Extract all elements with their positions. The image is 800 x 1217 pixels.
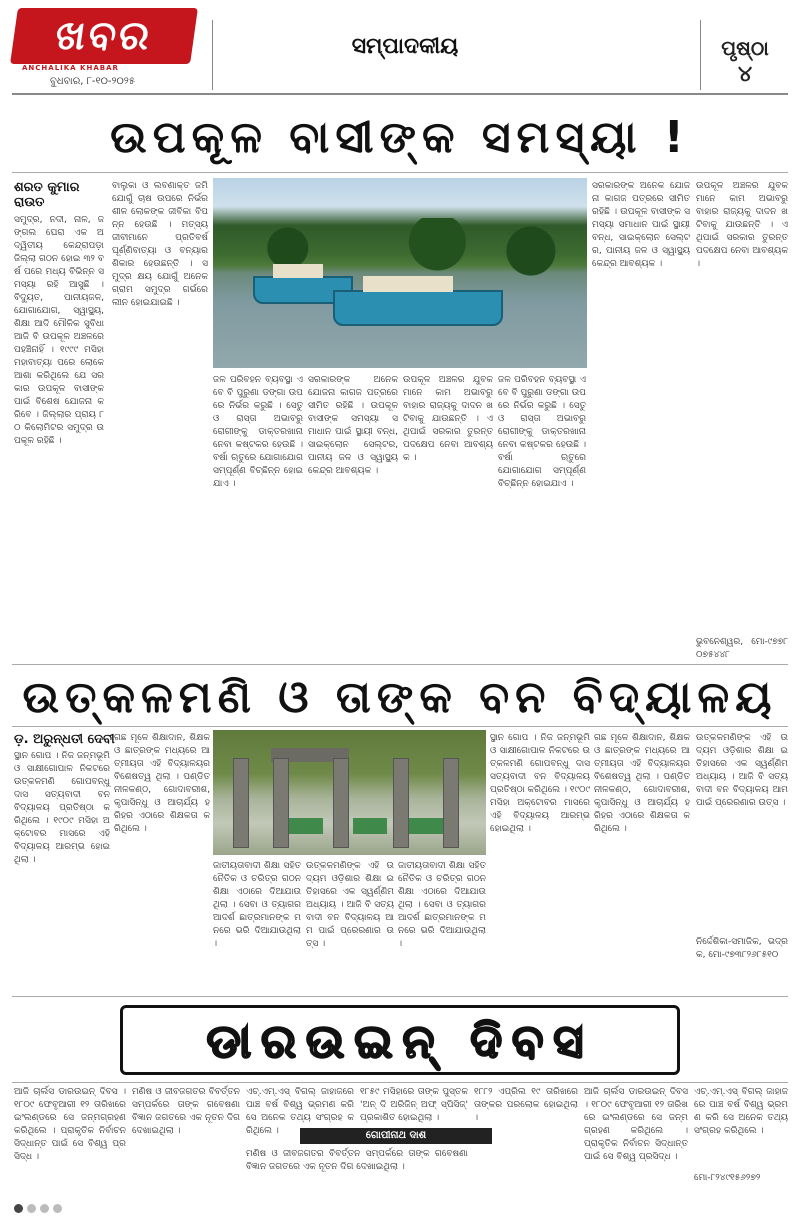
article2-column: ଗଛ ମୂଳେ ଶିକ୍ଷାଦାନ, ଶିକ୍ଷକ ଓ ଛାତ୍ରଙ୍କ ମଧ୍ୟରେ ଆତ୍ମୀୟତା ଏହି ବିଦ୍ୟାଳୟର ବିଶେଷତ୍ୱ ଥିଲା । ପଣ୍ଡିତ ନୀଳକଣ୍ଠ, ଗୋଦାବରୀଶ, କୃପାସିନ୍ଧୁ ଓ ଆଚାର୍ଯ୍ୟ ହରିହର ଏଠାରେ ଶିକ୍ଷକତା କରିଥିଲେ । xyxy=(114,733,210,834)
pager-dot[interactable] xyxy=(40,1204,49,1213)
pager-dot[interactable] xyxy=(14,1204,23,1213)
gate-pillar xyxy=(393,758,409,848)
article3-column: ଏଚ୍.ଏମ୍.ଏସ୍ ବିଗଲ୍ ଜାହାଜରେ ପାଞ୍ଚ ବର୍ଷ ବିଶ୍ୱ ଭ୍ରମଣ କରି ସେ ଅନେକ ତଥ୍ୟ ସଂଗ୍ରହ କରିଥିଲେ । xyxy=(694,1087,788,1136)
article3-column: ଆଜି ଚାର୍ଲସ ଡାରଉଇନ୍ ଦିବସ । ୧୮୦୯ ଫେବୃଆରୀ ୧୨ ତାରିଖରେ ଇଂଲଣ୍ଡରେ ସେ ଜନ୍ମଗ୍ରହଣ କରିଥିଲେ । ପ୍ରାକୃତିକ ନିର୍ବାଚନ ସିଦ୍ଧାନ୍ତ ପାଇଁ ସେ ବିଶ୍ୱ ପ୍ରସିଦ୍ଧ । xyxy=(584,1087,688,1162)
article3-author: ଗୋପୀନାଥ ଦାଶ xyxy=(300,1128,492,1144)
article3-footer: ମୋ-୮୨୪୯୧୫୬୨୭୨ xyxy=(694,1173,761,1183)
article3-column: ମଣିଷ ଓ ଜୀବଜଗତର ବିବର୍ତ୍ତନ ସମ୍ପର୍କରେ ତାଙ୍କ ଗବେଷଣା ବିଜ୍ଞାନ ଜଗତରେ ଏକ ନୂତନ ଦିଗ ଦେଖାଇଥିଲା । xyxy=(132,1087,240,1136)
section-title: ସମ୍ପାଦକୀୟ xyxy=(351,34,459,59)
article3-column: ମଣିଷ ଓ ଜୀବଜଗତର ବିବର୍ତ୍ତନ ସମ୍ପର୍କରେ ତାଙ୍କ ଗବେଷଣା ବିଜ୍ଞାନ ଜଗତରେ ଏକ ନୂତନ ଦିଗ ଦେଖାଇଥିଲା । xyxy=(246,1149,468,1172)
article2-column: ସ୍ଥାନ ଗୋପ । ନିଜ ଜନ୍ମଭୂମି ଓ ସାକ୍ଷୀଗୋପାଳ ନିକଟରେ ଉତ୍କଳମଣି ଗୋପବନ୍ଧୁ ଦାସ ସତ୍ୟବାଦୀ ବନ ବିଦ୍ୟାଳୟ ପ୍ରତିଷ୍ଠା କରିଥିଲେ । ୧୯୦୯ ମସିହା ଅକ୍ଟୋବର ମାସରେ ଏହି ବିଦ୍ୟାଳୟ ଆରମ୍ଭ ହୋଇଥିଲା । xyxy=(14,751,110,865)
name-board xyxy=(353,818,387,834)
article1-column: ଉପକୂଳ ଅଞ୍ଚଳର ଯୁବକମାନେ କାମ ଅଭାବରୁ ବାହାର ରାଜ୍ୟକୁ ଦାଦନ ଖଟିବାକୁ ଯାଉଛନ୍ତି । ଏଥିପାଇଁ ସରକାର ତୁରନ୍ତ ପଦକ୍ଷେପ ନେବା ଆବଶ୍ୟକ । xyxy=(403,375,493,463)
article-rule xyxy=(12,726,788,727)
article1-column: ସମୁଦ୍ର, ନଦୀ, ନାଳ, ଜଙ୍ଗଲ ଘେରା ଏକ ଅଦ୍ୱିତୀୟ କେନ୍ଦ୍ରାପଡ଼ା ଜିଲ୍ଲା ଗଠନ ହୋଇ ୩୨ ବର୍ଷ ପରେ ମଧ୍ୟ ବିଭିନ୍ନ ସମସ୍ୟା ରହି ଆସୁଛି । ବିଦ୍ୟୁତ, ପାନୀୟଜଳ, ଯୋଗାଯୋଗ, ସ୍ୱାସ୍ଥ୍ୟ, ଶିକ୍ଷା ଆଦି ମୌଳିକ ସୁବିଧା ଆଜି ବି ଉପକୂଳ ଅଞ୍ଚଳରେ ପହଞ୍ଚିନାହିଁ । ୧୯୯୯ ମସିହା ମହାବାତ୍ୟା ପରେ ଲୋକେ ଆଶା କରିଥିଲେ ଯେ ସରକାର ଉପକୂଳ ବାସୀଙ୍କ ପାଇଁ ବିଶେଷ ଯୋଜନା କରିବେ । ଜିଲ୍ଲାର ପ୍ରାୟ ୮୦ କିଲୋମିଟର ସମୁଦ୍ର ଉପକୂଳ ରହିଛି । xyxy=(14,215,104,446)
gate-pillar xyxy=(443,758,459,848)
article1-column: ସରକାରଙ୍କ ଅନେକ ଯୋଜନା କାଗଜ ପତ୍ରରେ ସୀମିତ ରହିଛି । ଉପକୂଳ ବାସୀଙ୍କ ସମସ୍ୟା ସମାଧାନ ପାଇଁ ସ୍ଥାୟୀ ବନ୍ଧ, ସାଇକ୍ଲୋନ ସେଲ୍ଟର, ପାନୀୟ ଜଳ ଓ ସ୍ୱାସ୍ଥ୍ୟ କେନ୍ଦ୍ର ଆବଶ୍ୟକ । xyxy=(308,375,398,476)
boat xyxy=(333,290,503,326)
masthead xyxy=(14,6,214,88)
article2-column: ସ୍ଥାନ ଗୋପ । ନିଜ ଜନ୍ମଭୂମି ଓ ସାକ୍ଷୀଗୋପାଳ ନିକଟରେ ଉତ୍କଳମଣି ଗୋପବନ୍ଧୁ ଦାସ ସତ୍ୟବାଦୀ ବନ ବିଦ୍ୟାଳୟ ପ୍ରତିଷ୍ଠା କରିଥିଲେ । ୧୯୦୯ ମସିହା ଅକ୍ଟୋବର ମାସରେ ଏହି ବିଦ୍ୟାଳୟ ଆରମ୍ଭ ହୋଇଥିଲା । xyxy=(490,733,590,834)
issue-date: ବୁଧବାର, ୮-୧୦-୨୦୨୫ xyxy=(50,76,135,87)
article2-footer: ନିର୍ଦ୍ଦେଶିକା-ସମାଜିକ, ଭଦ୍ରକ, ମୋ-୯୭୩୮୨୬୮୫୧୦ xyxy=(696,937,788,960)
header-divider xyxy=(212,20,213,90)
pager-dot[interactable] xyxy=(27,1204,36,1213)
boat-cabin xyxy=(273,264,323,278)
gate-pillar xyxy=(233,758,249,848)
article-rule xyxy=(12,172,788,173)
article1-author: ଶରତ କୁମାର ରାଉତ xyxy=(14,180,80,210)
pager-dot[interactable] xyxy=(53,1204,62,1213)
article3-column: ୧୮୮୨ ଏପ୍ରିଲ ୧୯ ତାରିଖରେ ତାଙ୍କର ପରଲୋକ ହୋଇଥିଲା । xyxy=(474,1087,578,1123)
article2-column: ଜାତୀୟତାବାଦୀ ଶିକ୍ଷା ସହିତ ନୈତିକ ଓ ଚରିତ୍ର ଗଠନ ଶିକ୍ଷା ଏଠାରେ ଦିଆଯାଉଥିଲା । ସେବା ଓ ତ୍ୟାଗର ଆଦର୍ଶ ଛାତ୍ରମାନଙ୍କ ମନରେ ଭରି ଦିଆଯାଉଥିଲା । xyxy=(398,861,486,949)
article1-column: ବାଲୁକା ଓ ଲବଣାକ୍ତ ଜମି ଯୋଗୁଁ ଚାଷ ଉପରେ ନିର୍ଭରଶୀଳ ଲୋକଙ୍କ ଜୀବିକା ବିପନ୍ନ ହେଉଛି । ମତ୍ସ୍ୟଜୀବୀମାନେ ପ୍ରତିବର୍ଷ ଘୂର୍ଣ୍ଣିବାତ୍ୟା ଓ ବନ୍ୟାର ଶିକାର ହେଉଛନ୍ତି । ସମୁଦ୍ର କ୍ଷୟ ଯୋଗୁଁ ଅନେକ ଗ୍ରାମ ସମୁଦ୍ର ଗର୍ଭରେ ଲୀନ ହୋଇଯାଇଛି । xyxy=(112,181,208,308)
article-rule xyxy=(12,664,788,665)
newspaper-logo[interactable]: ଖବର xyxy=(10,8,198,64)
article1-footer: ଭୁବନେଶ୍ୱର, ମୋ-୯୭୭୮୦୭୫୪୪୮ xyxy=(696,637,788,660)
article-rule xyxy=(12,996,788,997)
forest-school-photo xyxy=(213,730,486,855)
name-board xyxy=(289,818,323,834)
header-rule xyxy=(12,93,788,95)
page-pager xyxy=(14,1198,66,1208)
article1-column: ଜଳ ପରିବହନ ବ୍ୟବସ୍ଥା ଏବେ ବି ପୁରୁଣା ଡଙ୍ଗା ଉପରେ ନିର୍ଭର କରୁଛି । ସେତୁ ଓ ରାସ୍ତା ଅଭାବରୁ ରୋଗୀଙ୍କୁ ଡାକ୍ତରଖାନା ନେବା କଷ୍ଟକର ହେଉଛି । ବର୍ଷା ଋତୁରେ ଯୋଗାଯୋଗ ସମ୍ପୂର୍ଣ୍ଣ ବିଚ୍ଛିନ୍ନ ହୋଇଯାଏ । xyxy=(213,375,303,489)
article3-column: ୧୮୫୯ ମସିହାରେ ତାଙ୍କ ପୁସ୍ତକ 'ଅନ୍ ଦି ଅରିଜିନ୍ ଅଫ୍ ସ୍ପିସିଜ୍' ପ୍ରକାଶିତ ହୋଇଥିଲା । xyxy=(360,1087,468,1123)
boat-cabin xyxy=(363,276,453,292)
article1-column: ଉପକୂଳ ଅଞ୍ଚଳର ଯୁବକମାନେ କାମ ଅଭାବରୁ ବାହାର ରାଜ୍ୟକୁ ଦାଦନ ଖଟିବାକୁ ଯାଉଛନ୍ତି । ଏଥିପାଇଁ ସରକାର ତୁରନ୍ତ ପଦକ୍ଷେପ ନେବା ଆବଶ୍ୟକ । xyxy=(696,181,788,269)
article1-column: ସରକାରଙ୍କ ଅନେକ ଯୋଜନା କାଗଜ ପତ୍ରରେ ସୀମିତ ରହିଛି । ଉପକୂଳ ବାସୀଙ୍କ ସମସ୍ୟା ସମାଧାନ ପାଇଁ ସ୍ଥାୟୀ ବନ୍ଧ, ସାଇକ୍ଲୋନ ସେଲ୍ଟର, ପାନୀୟ ଜଳ ଓ ସ୍ୱାସ୍ଥ୍ୟ କେନ୍ଦ୍ର ଆବଶ୍ୟକ । xyxy=(592,181,690,269)
article3-column: ଏଚ୍.ଏମ୍.ଏସ୍ ବିଗଲ୍ ଜାହାଜରେ ପାଞ୍ଚ ବର୍ଷ ବିଶ୍ୱ ଭ୍ରମଣ କରି ସେ ଅନେକ ତଥ୍ୟ ସଂଗ୍ରହ କରିଥିଲେ । xyxy=(246,1087,354,1136)
page-number: ୪ xyxy=(737,62,753,87)
article1-column: ଜଳ ପରିବହନ ବ୍ୟବସ୍ଥା ଏବେ ବି ପୁରୁଣା ଡଙ୍ଗା ଉପରେ ନିର୍ଭର କରୁଛି । ସେତୁ ଓ ରାସ୍ତା ଅଭାବରୁ ରୋଗୀଙ୍କୁ ଡାକ୍ତରଖାନା ନେବା କଷ୍ଟକର ହେଉଛି । ବର୍ଷା ଋତୁରେ ଯୋଗାଯୋଗ ସମ୍ପୂର୍ଣ୍ଣ ବିଚ୍ଛିନ୍ନ ହୋଇଯାଏ । xyxy=(498,375,586,489)
coastal-boat-photo xyxy=(213,178,587,368)
article1-headline[interactable]: ଉପକୂଳ ବାସୀଙ୍କ ସମସ୍ୟା ! xyxy=(110,112,690,163)
article2-column: ଉତ୍କଳମଣିଙ୍କ ଏହି ଉଦ୍ୟମ ଓଡ଼ିଶାର ଶିକ୍ଷା ଇତିହାସରେ ଏକ ସ୍ୱର୍ଣ୍ଣିମ ଅଧ୍ୟାୟ । ଆଜି ବି ସତ୍ୟବାଦୀ ବନ ବିଦ୍ୟାଳୟ ଆମ ପାଇଁ ପ୍ରେରଣାର ଉତ୍ସ । xyxy=(696,733,788,808)
name-board xyxy=(409,818,443,834)
gate-pillar xyxy=(273,758,289,848)
gate-pillar xyxy=(333,758,349,848)
mangrove-trees xyxy=(213,218,587,278)
article2-column: ଉତ୍କଳମଣିଙ୍କ ଏହି ଉଦ୍ୟମ ଓଡ଼ିଶାର ଶିକ୍ଷା ଇତିହାସରେ ଏକ ସ୍ୱର୍ଣ୍ଣିମ ଅଧ୍ୟାୟ । ଆଜି ବି ସତ୍ୟବାଦୀ ବନ ବିଦ୍ୟାଳୟ ଆମ ପାଇଁ ପ୍ରେରଣାର ଉତ୍ସ । xyxy=(306,861,394,949)
article2-author: ଡ଼. ଅରୁନ୍ଧତୀ ଦେବୀ xyxy=(14,732,115,747)
logo-tagline: ANCHALIKA KHABAR xyxy=(22,64,119,72)
article2-column: ଗଛ ମୂଳେ ଶିକ୍ଷାଦାନ, ଶିକ୍ଷକ ଓ ଛାତ୍ରଙ୍କ ମଧ୍ୟରେ ଆତ୍ମୀୟତା ଏହି ବିଦ୍ୟାଳୟର ବିଶେଷତ୍ୱ ଥିଲା । ପଣ୍ଡିତ ନୀଳକଣ୍ଠ, ଗୋଦାବରୀଶ, କୃପାସିନ୍ଧୁ ଓ ଆଚାର୍ଯ୍ୟ ହରିହର ଏଠାରେ ଶିକ୍ଷକତା କରିଥିଲେ । xyxy=(594,733,690,834)
page-label: ପୃଷ୍ଠା xyxy=(721,36,769,60)
article2-headline[interactable]: ଉତ୍କଳମଣି ଓ ତାଙ୍କ ବନ ବିଦ୍ୟାଳୟ xyxy=(22,672,778,723)
article3-headline[interactable]: ଡାରଉଇନ୍ ଦିବସ xyxy=(120,1005,680,1075)
article3-column: ଆଜି ଚାର୍ଲସ ଡାରଉଇନ୍ ଦିବସ । ୧୮୦୯ ଫେବୃଆରୀ ୧୨ ତାରିଖରେ ଇଂଲଣ୍ଡରେ ସେ ଜନ୍ମଗ୍ରହଣ କରିଥିଲେ । ପ୍ରାକୃତିକ ନିର୍ବାଚନ ସିଦ୍ଧାନ୍ତ ପାଇଁ ସେ ବିଶ୍ୱ ପ୍ରସିଦ୍ଧ । xyxy=(14,1087,126,1162)
article2-column: ଜାତୀୟତାବାଦୀ ଶିକ୍ଷା ସହିତ ନୈତିକ ଓ ଚରିତ୍ର ଗଠନ ଶିକ୍ଷା ଏଠାରେ ଦିଆଯାଉଥିଲା । ସେବା ଓ ତ୍ୟାଗର ଆଦର୍ଶ ଛାତ୍ରମାନଙ୍କ ମନରେ ଭରି ଦିଆଯାଉଥିଲା । xyxy=(213,861,301,949)
article-rule xyxy=(12,1082,788,1083)
